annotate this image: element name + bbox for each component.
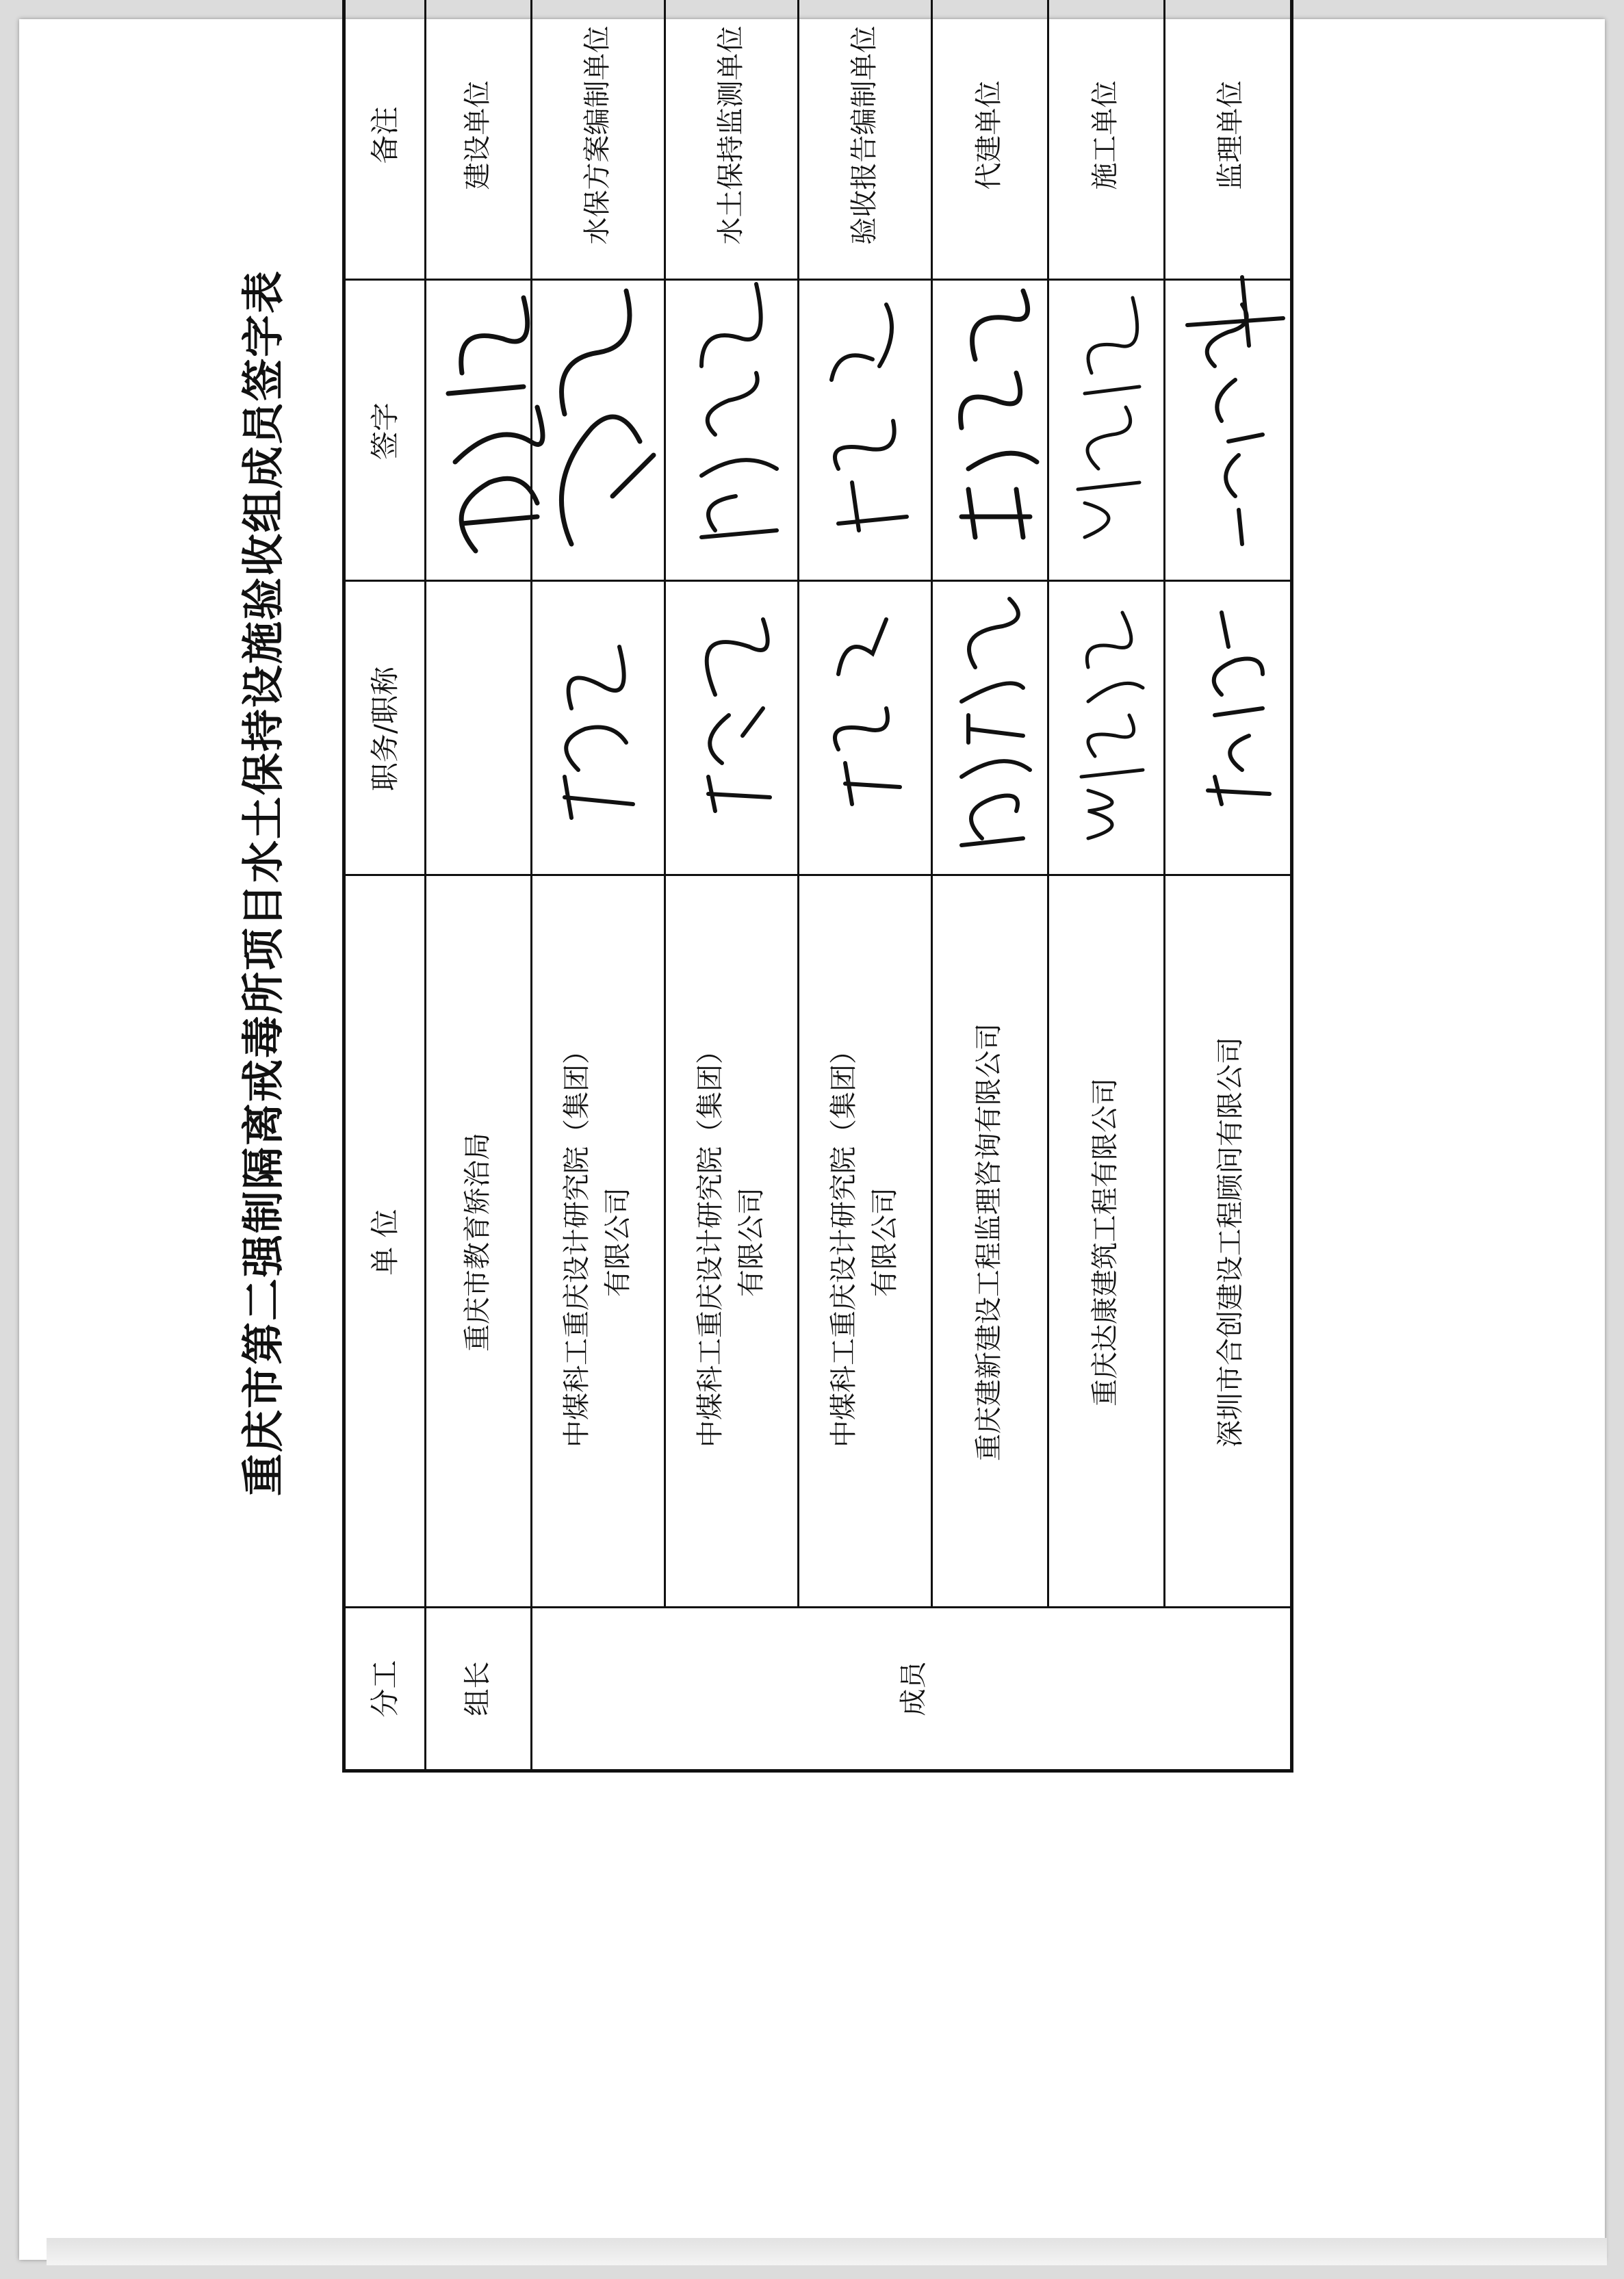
unit-line: 中煤科工重庆设计研究院（集团） [827, 1037, 860, 1447]
unit-cell: 重庆达康建筑工程有限公司 [1090, 1078, 1121, 1406]
handwritten-signature [1174, 263, 1293, 551]
rotated-sign-in-sheet [226, 0, 1321, 1773]
handwritten-position-mark [681, 613, 786, 818]
unit-cell [797, 876, 931, 1608]
remark-cell: 代建单位 [973, 80, 1005, 190]
role-leader: 组长 [461, 1661, 493, 1716]
unit-line: 有限公司 [735, 1187, 767, 1297]
unit-line: 中煤科工重庆设计研究院（集团） [694, 1037, 726, 1447]
handwritten-signature [941, 284, 1046, 544]
document-title: 重庆市第二强制隔离戒毒所项目水土保持设施验收组成员签字表 [238, 270, 288, 1497]
handwritten-position-mark [941, 592, 1040, 852]
header-remark: 备注 [368, 106, 402, 164]
scan-edge-strip [47, 2238, 1607, 2265]
remark-cell: 施工单位 [1090, 80, 1121, 190]
handwritten-signature [674, 277, 793, 544]
header-position: 职务/职称 [368, 666, 402, 792]
unit-cell: 重庆建新建设工程监理咨询有限公司 [973, 1023, 1005, 1461]
remark-cell: 监理单位 [1214, 80, 1246, 190]
remark-cell: 建设单位 [461, 80, 493, 190]
signature-table [342, 0, 1293, 1773]
unit-cell [530, 876, 664, 1608]
handwritten-signature [435, 277, 663, 565]
remark-cell: 验收报告编制单位 [848, 25, 880, 245]
role-member: 成员 [898, 1661, 929, 1716]
unit-cell [664, 876, 797, 1608]
unit-cell: 深圳市合创建设工程顾问有限公司 [1214, 1037, 1246, 1447]
handwritten-signature [1057, 284, 1156, 544]
unit-line: 中煤科工重庆设计研究院（集团） [560, 1037, 593, 1447]
handwritten-signature [811, 291, 923, 537]
handwritten-position-mark [544, 633, 649, 825]
header-unit: 单 位 [368, 1209, 402, 1276]
handwritten-position-mark [811, 606, 916, 811]
header-role: 分工 [368, 1660, 402, 1718]
handwritten-position-mark [1187, 606, 1279, 811]
unit-line: 有限公司 [868, 1187, 901, 1297]
unit-line: 有限公司 [602, 1187, 634, 1297]
remark-cell: 水保方案编制单位 [581, 25, 613, 245]
column-divider [346, 580, 1290, 582]
unit-cell: 重庆市教育矫治局 [461, 1133, 493, 1352]
header-signature: 签字 [368, 402, 402, 461]
remark-cell: 水土保持监测单位 [714, 25, 747, 245]
handwritten-position-mark [1061, 599, 1152, 845]
